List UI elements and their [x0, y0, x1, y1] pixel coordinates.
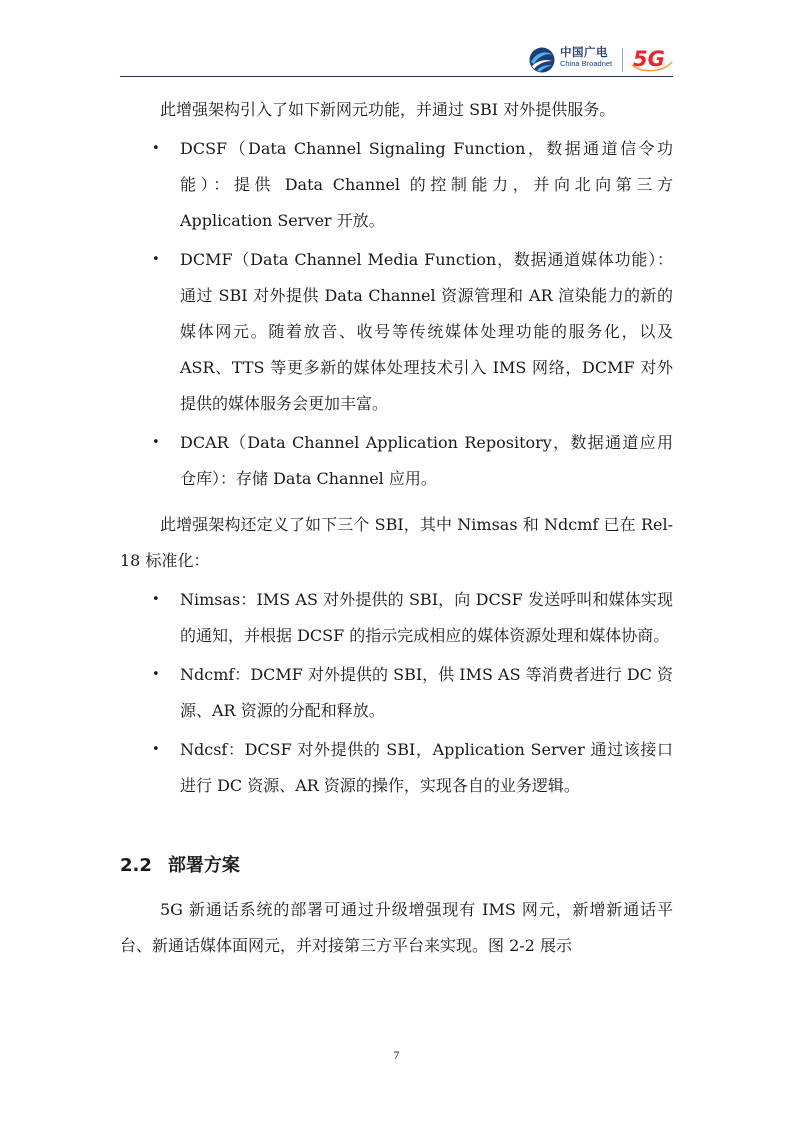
list-item	[120, 732, 673, 804]
list-item-text: DCSF（Data Channel Signaling Function，数据通道信令功能）：提供 Data Channel 的控制能力，并向北向第三方 Application Server 开放。	[180, 139, 673, 230]
sbi-intro-paragraph: 此增强架构还定义了如下三个 SBI，其中 Nimsas 和 Ndcmf 已在 Rel-18 标准化：	[120, 515, 673, 570]
page-number: 7	[393, 1048, 400, 1062]
section-heading	[120, 848, 673, 884]
bullet-icon: •	[152, 667, 160, 682]
list-item-text: Nimsas：IMS AS 对外提供的 SBI，向 DCSF 发送呼叫和媒体实现的通知，并根据 DCSF 的指示完成相应的媒体资源处理和媒体协商。	[180, 590, 673, 645]
list-item-text: DCAR（Data Channel Application Repository，数据通道应用仓库）：存储 Data Channel 应用。	[180, 433, 673, 488]
main-content	[120, 92, 673, 964]
list-item-text: Ndcmf：DCMF 对外提供的 SBI，供 IMS AS 等消费者进行 DC 资源、AR 资源的分配和释放。	[180, 665, 673, 720]
list-item	[120, 242, 673, 422]
5g-logo-text: 5G	[633, 47, 665, 71]
intro-paragraph: 此增强架构引入了如下新网元功能，并通过 SBI 对外提供服务。	[160, 100, 616, 119]
section-title: 部署方案	[167, 855, 240, 876]
bullet-icon: •	[152, 252, 160, 267]
list-item	[120, 657, 673, 729]
list-item	[120, 131, 673, 239]
bullet-icon: •	[152, 141, 160, 156]
network-function-list	[120, 131, 673, 497]
list-item	[120, 425, 673, 497]
brand-name-en: China Broadnet	[560, 59, 613, 68]
bullet-icon: •	[152, 592, 160, 607]
china-broadnet-logo-icon	[528, 46, 556, 74]
list-item	[120, 582, 673, 654]
bullet-icon: •	[152, 435, 160, 450]
brand-text	[560, 45, 630, 69]
brand-name-cn: 中国广电	[560, 45, 608, 59]
section-number: 2.2	[120, 855, 152, 876]
list-item-text: Ndcsf：DCSF 对外提供的 SBI，Application Server 通过该接口进行 DC 资源、AR 资源的操作，实现各自的业务逻辑。	[180, 740, 673, 795]
sbi-list	[120, 582, 673, 804]
list-item-text: DCMF（Data Channel Media Function，数据通道媒体功能）：通过 SBI 对外提供 Data Channel 资源管理和 AR 渲染能力的新的媒体网元。随着放音、收号等传统媒体处理功能的服务化，以及 ASR、TTS 等更多新的媒体处理技术引入 IMS 网络，DCMF 对外提供的媒体服务会更加丰富。	[180, 250, 673, 413]
deployment-paragraph: 5G 新通话系统的部署可通过升级增强现有 IMS 网元，新增新通话平台、新通话媒体面网元，并对接第三方平台来实现。图 2-2 展示	[120, 900, 673, 955]
page-header	[120, 40, 673, 78]
header-logo-separator	[622, 48, 623, 72]
5g-logo-icon	[628, 42, 674, 74]
header-rule	[120, 76, 673, 77]
bullet-icon: •	[152, 742, 160, 757]
